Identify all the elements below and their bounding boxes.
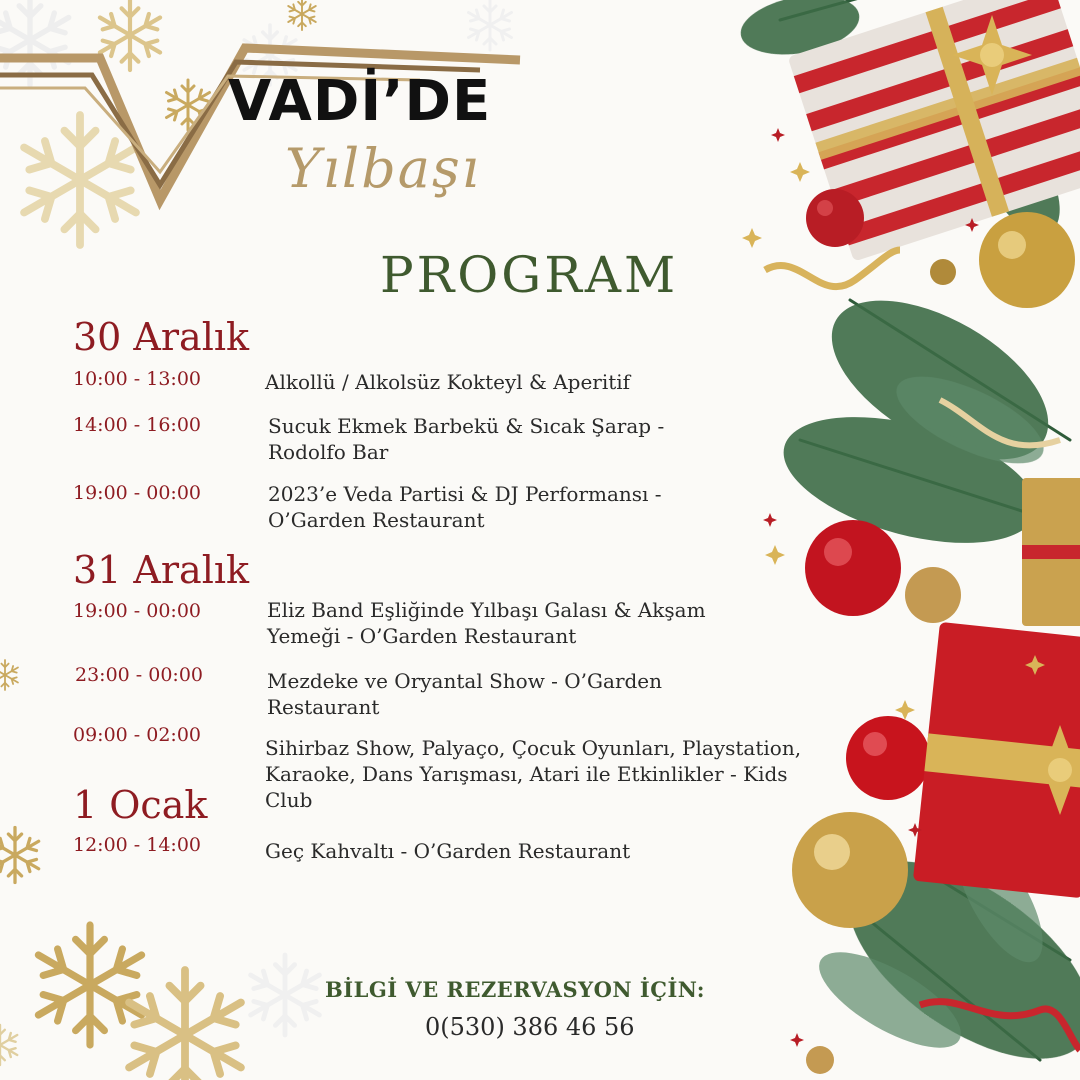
snowflake-icon	[0, 660, 18, 690]
event-description: Sucuk Ekmek Barbekü & Sıcak Şarap - Rodolfo Bar	[268, 414, 665, 464]
event-time: 23:00 - 00:00	[75, 664, 204, 686]
brand-subtitle: Yılbaşı	[285, 137, 481, 200]
event-time: 19:00 - 00:00	[73, 600, 202, 622]
phone-number[interactable]: 0(530) 386 46 56	[425, 1013, 635, 1041]
event-description: Geç Kahvaltı - O’Garden Restaurant	[265, 839, 631, 863]
gift-box-icon	[913, 622, 1080, 898]
christmas-decoration	[740, 0, 1080, 1080]
event-time: 09:00 - 02:00	[73, 724, 202, 746]
event-time: 12:00 - 14:00	[73, 834, 202, 856]
snowflake-icon	[0, 1025, 17, 1065]
event-description: Sihirbaz Show, Palyaço, Çocuk Oyunları, Playstation, Karaoke, Dans Yarışması, Atari ile Etkinlikler - Kids Club	[265, 736, 802, 812]
ornament-icon	[805, 520, 901, 616]
event-description: Alkollü / Alkolsüz Kokteyl & Aperitif	[265, 370, 631, 394]
day-heading: 30 Aralık	[73, 315, 250, 359]
program-title: PROGRAM	[380, 246, 679, 304]
event-description: 2023’e Veda Partisi & DJ Performansı - O’Garden Restaurant	[268, 482, 662, 532]
ornament-icon	[979, 212, 1075, 308]
event-description: Eliz Band Eşliğinde Yılbaşı Galası & Akşam Yemeği - O’Garden Restaurant	[267, 598, 706, 648]
event-time: 14:00 - 16:00	[73, 414, 202, 436]
snowflake-icon	[0, 828, 39, 883]
info-label: BİLGİ VE REZERVASYON İÇİN:	[325, 977, 705, 1002]
ornament-icon	[930, 259, 956, 285]
event-description: Mezdeke ve Oryantal Show - O’Garden Restaurant	[267, 669, 663, 719]
brand-name: VADİ’DE	[228, 69, 492, 134]
event-time: 10:00 - 13:00	[73, 368, 202, 390]
ornament-icon	[806, 189, 864, 247]
day-heading: 1 Ocak	[73, 783, 208, 827]
day-heading: 31 Aralık	[73, 548, 250, 592]
ornament-icon	[806, 1046, 834, 1074]
ornament-icon	[846, 716, 930, 800]
snowflake-icon	[38, 925, 141, 1045]
event-time: 19:00 - 00:00	[73, 482, 202, 504]
gift-box-icon	[1022, 478, 1080, 626]
ornament-icon	[792, 812, 908, 928]
snowflake-icon	[251, 955, 320, 1035]
snowflake-icon	[129, 970, 241, 1080]
ornament-icon	[905, 567, 961, 623]
